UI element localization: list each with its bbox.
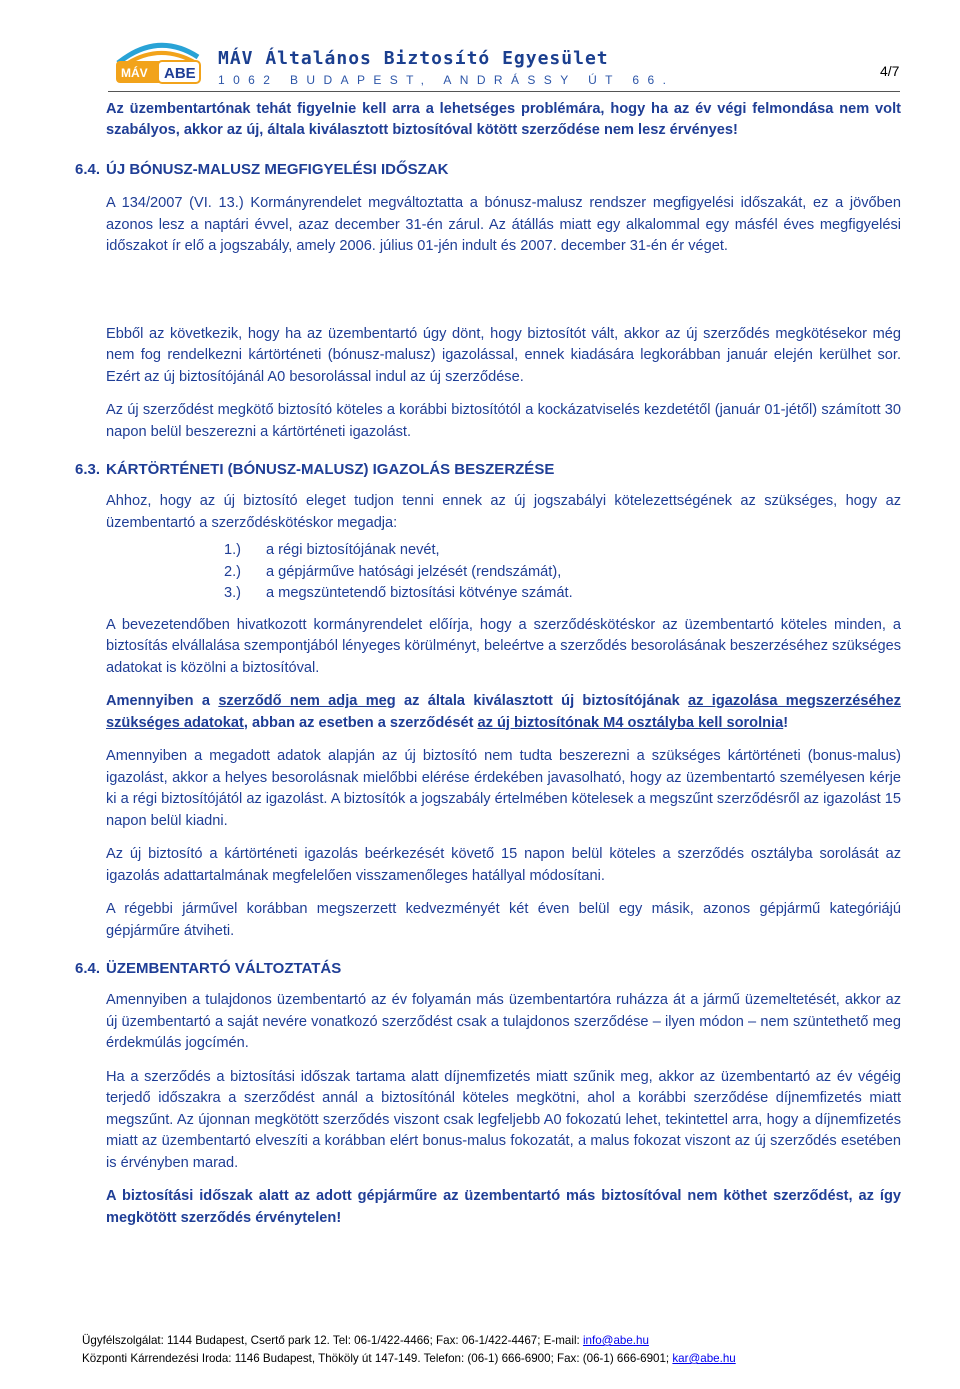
section-heading-claims-history [75,459,901,481]
page-footer [82,1332,902,1368]
section-number: 6.4. [75,161,101,178]
list-item: 3.) a megszüntetendő biztosítási kötvénye számát. [224,585,573,601]
page-number: 4/7 [880,63,900,79]
footer-line-claims-office: Központi Kárrendezési Iroda: 1146 Budapest, Thököly út 147-149. Telefon: (06-1) 666-6900; Fax: (06-1) 666-6901; kar@abe.hu [82,1352,736,1365]
paragraph-regulation: A 134/2007 (VI. 13.) Kormányrendelet megváltoztatta a bónusz-malusz rendszer megfigyelési időszakát, ez a jövőben azonos lesz a naptári évvel, azaz december 31-én zárul. Az átállás miatt egy alkalommal egy másfél éves megfigyelési időszakot ír elő a jogszabály, amely 2006. július 01-jén indult és 2007. december 31-én ér véget. [106,195,901,254]
section-title: KÁRTÖRTÉNETI (BÓNUSZ-MALUSZ) IGAZOLÁS BESZERZÉSE [106,461,555,478]
page-header [0,0,960,95]
footer-line-customer-service: Ügyfélszolgálat: 1144 Budapest, Csertő park 12. Tel: 06-1/422-4466; Fax: 06-1/422-4467; E-mail: info@abe.hu [82,1334,649,1347]
email-link-claims[interactable]: kar@abe.hu [672,1352,736,1365]
paragraph-government-decree: A bevezetendőben hivatkozott kormányrendelet előírja, hogy a szerződéskötéskor az üzembentartó köteles minden, a biztosítás elvállalása szempontjából lényeges körülményt, beleértve a szerződés besorolásának beszerzéséhez szükséges adatokat is közölni a biztosítóval. [106,616,901,676]
paragraph-required-data: Ahhoz, hogy az új biztosító eleget tudjon tenni ennek az új jogszabályi kötelezettségének az szükséges, hogy az üzembentartó a szerződéskötéskor megadja: [106,493,901,531]
section-number: 6.4. [75,960,101,977]
intro-warning-paragraph: Az üzembentartónak tehát figyelnie kell arra a lehetséges problémára, hogy ha az év végi felmondása nem volt szabályos, akkor az új, általa kiválasztott biztosítóval kötött szerződése nem lesz érvényes! [106,101,901,138]
logo-text-right: ABE [164,65,196,82]
organization-name: MÁV Általános Biztosító Egyesület [218,48,609,69]
list-item: 2.) a gépjárműve hatósági jelzését (rendszámát), [224,563,562,580]
required-data-list [106,540,901,605]
paragraph-transfer: Amennyiben a tulajdonos üzembentartó az év folyamán más üzembentartóra ruházza át a jármű üzemeltetését, akkor az új üzembentartó a saját nevére vonatkozó szerződést csak a tulajdonos szerződése – ilyen módon – nem szüntethető meg érdekmúlás jogcímén. [106,992,901,1051]
section-title: ÜZEMBENTARTÓ VÁLTOZTATÁS [106,960,342,977]
document-body [75,99,901,1229]
mav-abe-logo-icon [112,37,204,87]
paragraph-nonpayment: Ha a szerződés a biztosítási időszak tartama alatt díjnemfizetés miatt szűnik meg, akkor az üzembentartó az év végéig terjedő időszakra a szerződést annál a biztosítónál köteles megkötni, ahol a korábbi szerződése díjnemfizetés miatt megszűnt. Az újonnan megkötött szerződés viszont csak legfeljebb A0 fokozatú lehet, tekintettel arra, hogy a díjnemfizetés miatt az üzembentartó elveszíti a korábban elért bonus-malus fokozatát, a malus fokozat viszont az új szerződés esetében is érvényben marad. [106,1068,901,1171]
paragraph-invalid-contract: A biztosítási időszak alatt az adott gépjárműre az üzembentartó más biztosítóval nem köthet szerződést, az így megkötött szerződés érvénytelen! [106,1188,901,1226]
organization-block [218,48,674,88]
paragraph-consequence: Ebből az következik, hogy ha az üzembentartó úgy dönt, hogy biztosítót vált, akkor az új szerződés megkötésekor még nem fog rendelkezni kártörténeti (bónusz-malusz) igazolással, ennek kiadására legkorábban január elején kerülhet sor. Ezért az új biztosítójánál A0 besorolással indul az új szerződése. [106,325,901,385]
paragraph-previous-vehicle: A régebbi járművel korábban megszerzett kedvezményét két éven belül egy másik, azonos gépjármű kategóriájú gépjárműre átviheti. [106,901,901,939]
header-divider [108,91,900,92]
section-heading-operator-change [75,958,901,980]
section-heading-new-bonus-malus [75,159,901,181]
email-link-info[interactable]: info@abe.hu [582,1334,649,1347]
paragraph-new-insurer-duty: Az új szerződést megkötő biztosító köteles a korábbi biztosítótól a kockázatviselés kezdetétől (január 01-jétől) számított 30 napon belül beszerezni a kártörténeti igazolást. [106,402,901,440]
logo-text-left: MÁV [121,66,148,80]
paragraph-15-days: Az új biztosító a kártörténeti igazolás beérkezését követő 15 napon belül köteles a szerződés osztályba sorolását az igazolás adattartalmának megfelelően visszamenőleges hatállyal módosítani. [106,846,901,884]
section-number: 6.3. [75,461,101,478]
paragraph-missing-certificate: Amennyiben a megadott adatok alapján az új biztosító nem tudta beszerezni a szükséges kártörténeti (bonus-malus) igazolást, akkor a helyes besorolásnak mielőbbi elérése érdekében javasolható, hogy az üzembentartó személyesen kérje ki a régi biztosítójától az igazolást. A biztosítók a jogszabály értelmében kötelesek a megszűnt szerződésről az igazolást 15 napon belül kiadni. [106,748,901,829]
section-title: ÚJ BÓNUSZ-MALUSZ MEGFIGYELÉSI IDŐSZAK [106,161,449,178]
organization-address: 1062 BUDAPEST, ANDRÁSSY ÚT 66. [218,73,675,87]
list-item: 1.) a régi biztosítójának nevét, [224,542,440,558]
paragraph-m4-warning: Amennyiben a szerződő nem adja meg az általa kiválasztott új biztosítójának az igazolása megszerzéséhez szükséges adatokat, abban az esetben a szerződését az új biztosítónak M4 osztályba kell sorolnia! [106,693,901,731]
